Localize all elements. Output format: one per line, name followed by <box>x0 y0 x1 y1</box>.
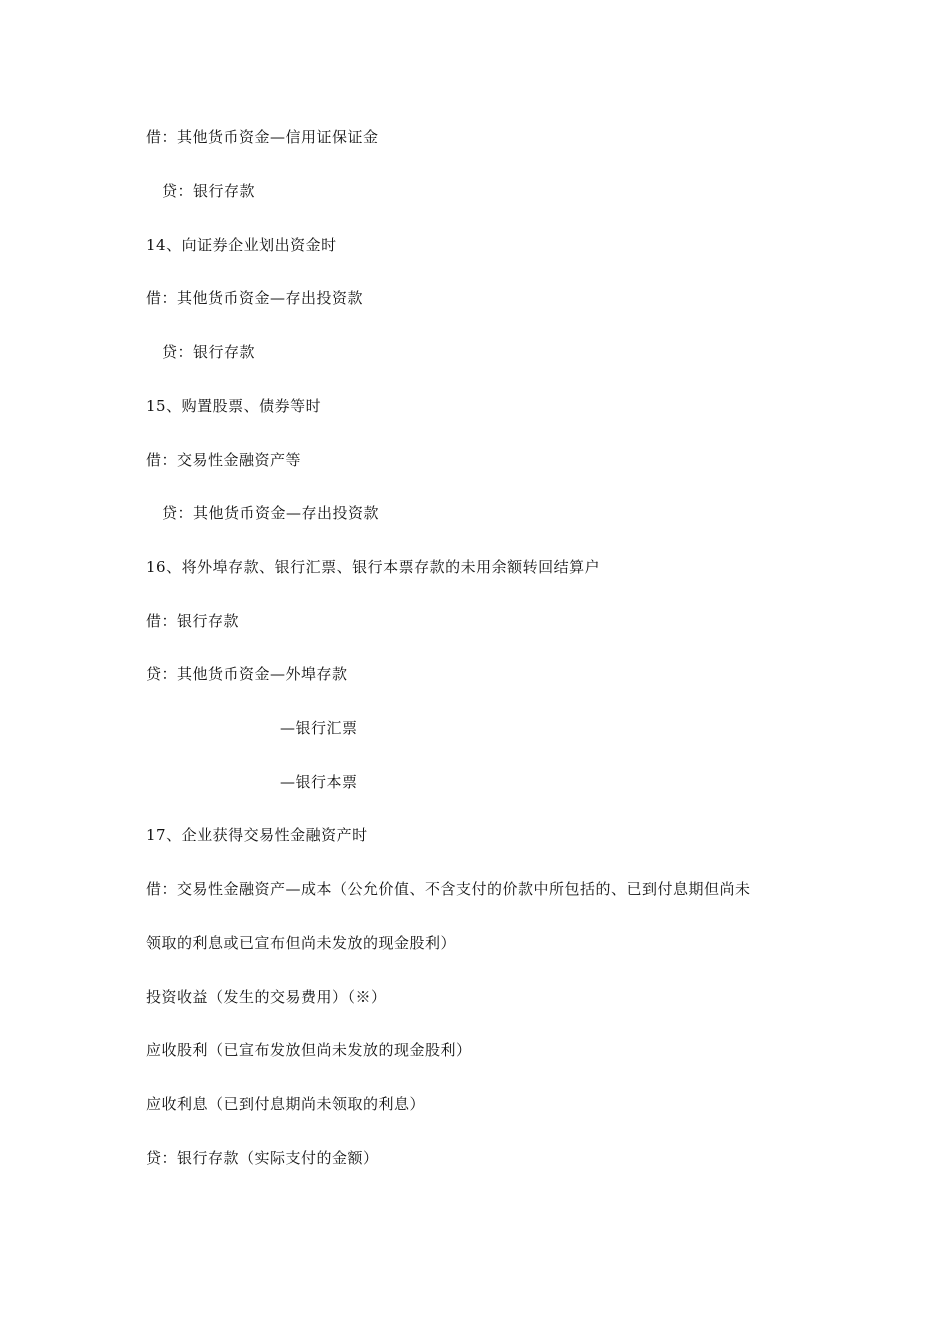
text-line: 贷：其他货币资金—外埠存款 <box>146 665 348 683</box>
text-line: 应收利息（已到付息期尚未领取的利息） <box>146 1095 426 1113</box>
text-line: 应收股利（已宣布发放但尚未发放的现金股利） <box>146 1041 472 1059</box>
text-line: 贷：其他货币资金—存出投资款 <box>162 504 380 522</box>
text-line: 借：交易性金融资产等 <box>146 451 302 469</box>
text-line: —银行本票 <box>280 773 358 791</box>
text-line: 15、购置股票、债券等时 <box>146 397 322 415</box>
text-line: 领取的利息或已宣布但尚未发放的现金股利） <box>146 934 457 952</box>
text-line: 借：银行存款 <box>146 612 240 630</box>
text-line: —银行汇票 <box>280 719 358 737</box>
text-line: 贷：银行存款 <box>162 343 256 361</box>
text-line: 借：其他货币资金—存出投资款 <box>146 289 364 307</box>
text-line: 借：交易性金融资产—成本（公允价值、不含支付的价款中所包括的、已到付息期但尚未 <box>146 880 751 898</box>
text-line: 借：其他货币资金—信用证保证金 <box>146 128 379 146</box>
text-line: 贷：银行存款 <box>162 182 256 200</box>
text-line: 17、企业获得交易性金融资产时 <box>146 826 368 844</box>
text-line: 投资收益（发生的交易费用）（※） <box>146 988 387 1006</box>
text-line: 16、将外埠存款、银行汇票、银行本票存款的未用余额转回结算户 <box>146 558 601 576</box>
text-line: 贷：银行存款（实际支付的金额） <box>146 1149 379 1167</box>
text-line: 14、向证券企业划出资金时 <box>146 236 337 254</box>
